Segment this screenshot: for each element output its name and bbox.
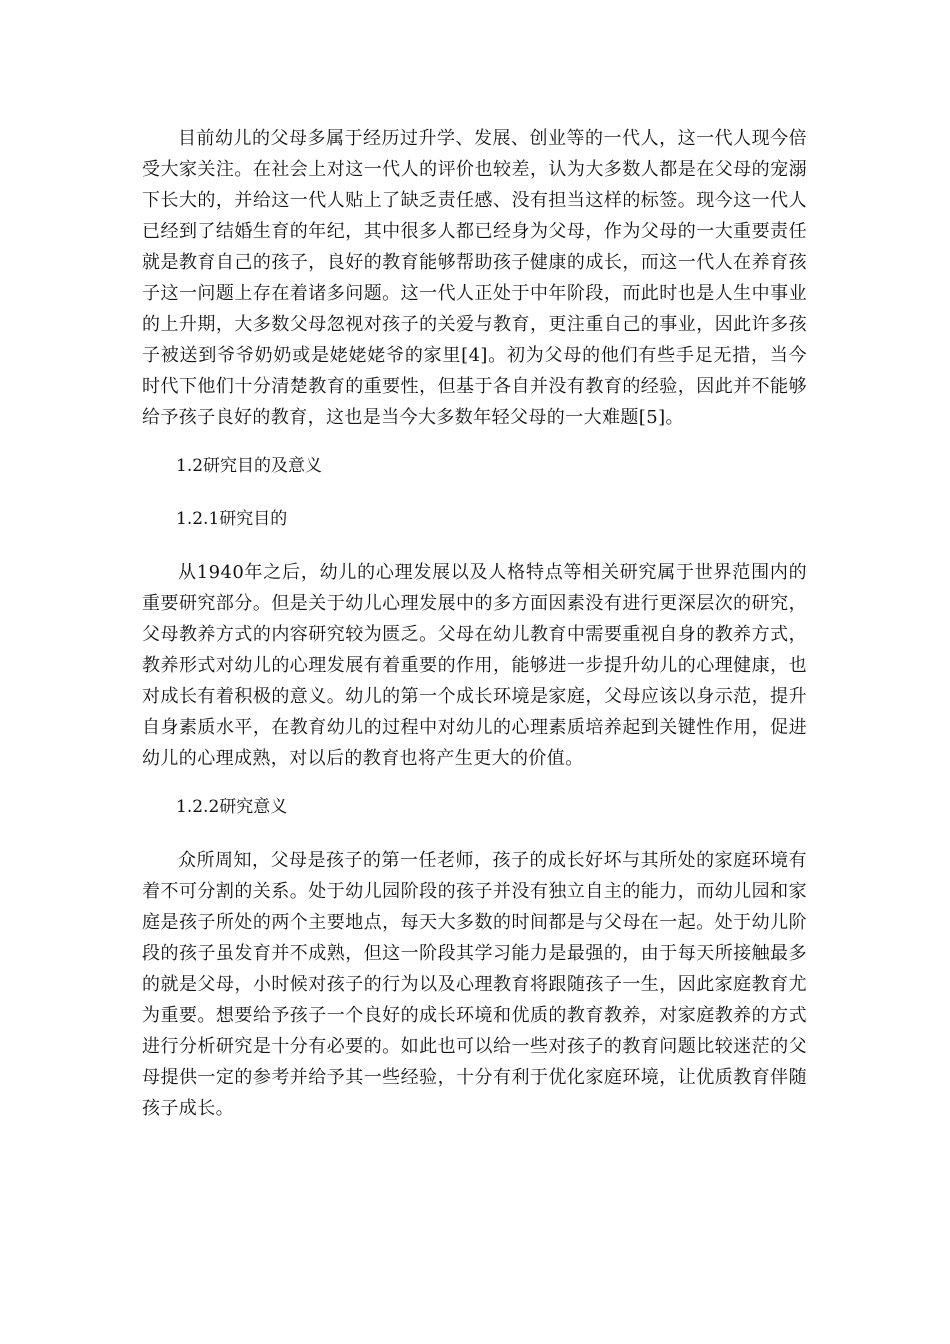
- section-heading-1-2-1: 1.2.1研究目的: [176, 509, 288, 529]
- paragraph-research-purpose: 从1940年之后，幼儿的心理发展以及人格特点等相关研究属于世界范围内的重要研究部分。但是关于幼儿心理发展中的多方面因素没有进行更深层次的研究，父母教养方式的内容研究较为匮乏。父母在幼儿教育中需要重视自身的教养方式，教养形式对幼儿的心理发展有着重要的作用，能够进一步提升幼儿的心理健康，也对成长有着积极的意义。幼儿的第一个成长环境是家庭，父母应该以身示范，提升自身素质水平，在教育幼儿的过程中对幼儿的心理素质培养起到关键性作用，促进幼儿的心理成熟，对以后的教育也将产生更大的价值。: [142, 562, 807, 769]
- section-heading-1-2-2: 1.2.2研究意义: [176, 797, 288, 817]
- section-heading-1-2: 1.2研究目的及意义: [176, 456, 323, 476]
- paragraph-research-significance: 众所周知，父母是孩子的第一任老师，孩子的成长好坏与其所处的家庭环境有着不可分割的关系。处于幼儿园阶段的孩子并没有独立自主的能力，而幼儿园和家庭是孩子所处的两个主要地点，每天大多数的时间都是与父母在一起。处于幼儿阶段的孩子虽发育并不成熟，但这一阶段其学习能力是最强的，由于每天所接触最多的就是父母，小时候对孩子的行为以及心理教育将跟随孩子一生，因此家庭教育尤为重要。想要给予孩子一个良好的成长环境和优质的教育教养，对家庭教养的方式进行分析研究是十分有必要的。如此也可以给一些对孩子的教育问题比较迷茫的父母提供一定的参考并给予其一些经验，十分有利于优化家庭环境，让优质教育伴随孩子成长。: [142, 850, 807, 1119]
- document-body: [142, 123, 807, 1124]
- paragraph-background: 目前幼儿的父母多属于经历过升学、发展、创业等的一代人，这一代人现今倍受大家关注。在社会上对这一代人的评价也较差，认为大多数人都是在父母的宠溺下长大的，并给这一代人贴上了缺乏责任感、没有担当这样的标签。现今这一代人已经到了结婚生育的年纪，其中很多人都已经身为父母，作为父母的一大重要责任就是教育自己的孩子，良好的教育能够帮助孩子健康的成长，而这一代人在养育孩子这一问题上存在着诸多问题。这一代人正处于中年阶段，而此时也是人生中事业的上升期，大多数父母忽视对孩子的关爱与教育，更注重自己的事业，因此许多孩子被送到爷爷奶奶或是姥姥姥爷的家里[4]。初为父母的他们有些手足无措，当今时代下他们十分清楚教育的重要性，但基于各自并没有教育的经验，因此并不能够给予孩子良好的教育，这也是当今大多数年轻父母的一大难题[5]。: [142, 128, 807, 428]
